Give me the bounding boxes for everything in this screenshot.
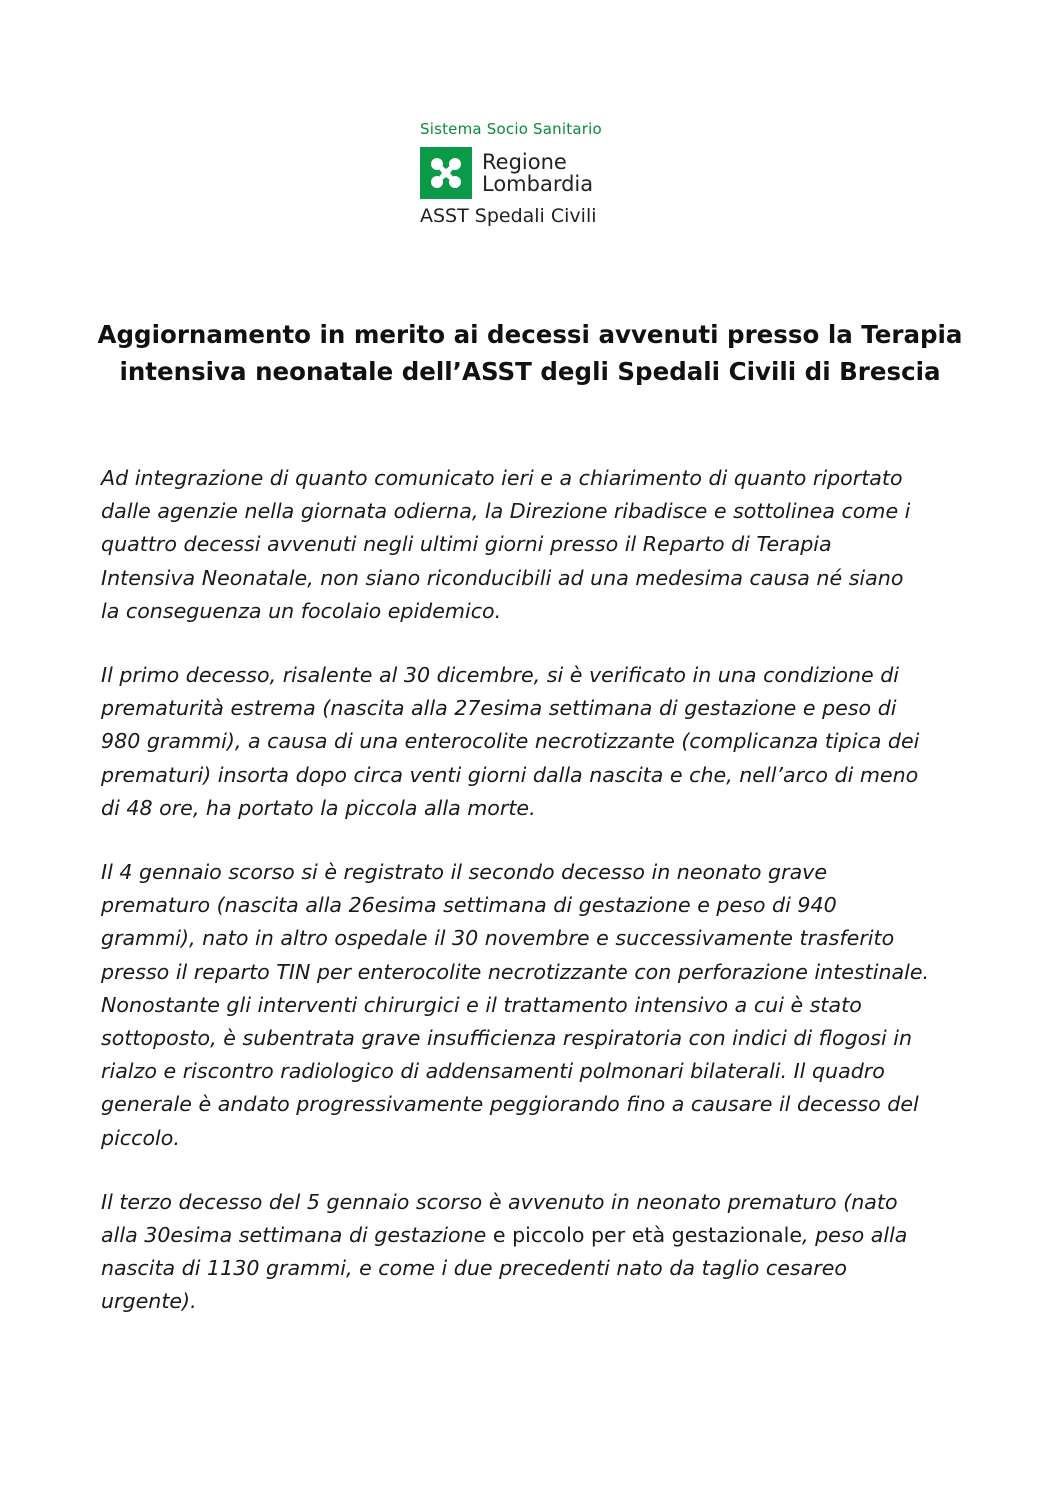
paragraph-line: Il primo decesso, risalente al 30 dicembre, si è verificato in una condizione di — [101, 663, 900, 688]
paragraph-line: rialzo e riscontro radiologico di addensamenti polmonari bilaterali. Il quadro — [101, 1059, 885, 1084]
paragraph-4 — [101, 1186, 971, 1319]
paragraph-line: sottoposto, è subentrata grave insufficienza respiratoria con indici di flogosi in — [101, 1026, 913, 1051]
paragraph-line: dalle agenzie nella giornata odierna, la Direzione ribadisce e sottolinea come i — [101, 499, 911, 524]
paragraph-line: di 48 ore, ha portato la piccola alla morte. — [101, 795, 536, 820]
paragraph-line: generale è andato progressivamente peggiorando fino a causare il decesso del — [101, 1092, 919, 1117]
title-line-2: intensiva neonatale dell’ASST degli Spedali Civili di Brescia — [119, 357, 941, 386]
paragraph-line: prematuri) insorta dopo circa venti giorni dalla nascita e che, nell’arco di meno — [101, 762, 919, 787]
logo-region-line2: Lombardia — [482, 172, 594, 196]
logo-row — [420, 147, 660, 199]
line-segment: alla 30esima settimana di gestazione — [101, 1223, 487, 1248]
paragraph-1 — [101, 462, 971, 628]
paragraph-line: grammi), nato in altro ospedale il 30 novembre e successivamente trasferito — [101, 926, 895, 951]
logo-region-line1: Regione — [482, 150, 567, 174]
line-segment: , peso alla — [802, 1223, 908, 1248]
paragraph-line: Intensiva Neonatale, non siano riconducibili ad una medesima causa né siano — [101, 565, 904, 590]
paragraph-line: Nonostante gli interventi chirurgici e il trattamento intensivo a cui è stato — [101, 992, 862, 1017]
paragraph-line-mixed — [101, 1219, 971, 1252]
paragraph-line: quattro decessi avvenuti negli ultimi giorni presso il Reparto di Terapia — [101, 532, 832, 557]
paragraph-line: nascita di 1130 grammi, e come i due precedenti nato da taglio cesareo — [101, 1256, 848, 1281]
paragraph-line: Il 4 gennaio scorso si è registrato il secondo decesso in neonato grave — [101, 860, 828, 885]
paragraph-line: piccolo. — [101, 1125, 180, 1150]
paragraph-line: Il terzo decesso del 5 gennaio scorso è avvenuto in neonato prematuro (nato — [101, 1189, 898, 1214]
paragraph-line: Ad integrazione di quanto comunicato ieri e a chiarimento di quanto riportato — [101, 466, 903, 490]
paragraph-line: presso il reparto TIN per enterocolite necrotizzante con perforazione intestinale. — [101, 959, 930, 984]
line-segment-upright: e — [486, 1223, 506, 1248]
line-segment-upright: piccolo per età gestazionale — [505, 1223, 803, 1248]
paragraph-2 — [101, 659, 971, 825]
paragraph-3 — [101, 856, 971, 1155]
paragraph-line: la conseguenza un focolaio epidemico. — [101, 598, 502, 623]
paragraph-line: 980 grammi), a causa di una enterocolite necrotizzante (complicanza tipica dei — [101, 729, 920, 754]
paragraph-line: prematuro (nascita alla 26esima settimana di gestazione e peso di 940 — [101, 893, 837, 918]
logo-region-names — [482, 151, 593, 195]
logo-asst-label: ASST Spedali Civili — [420, 205, 597, 227]
paragraph-line: prematurità estrema (nascita alla 27esima settimana di gestazione e peso di — [101, 696, 897, 721]
regione-lombardia-cross-icon — [420, 147, 472, 199]
paragraph-line: urgente). — [101, 1289, 197, 1314]
title-line-1: Aggiornamento in merito ai decessi avvenuti presso la Terapia — [97, 320, 963, 349]
logo-system-label: Sistema Socio Sanitario — [420, 120, 602, 138]
institution-logo — [420, 120, 660, 227]
document-title — [90, 316, 970, 390]
document-body — [101, 462, 971, 1350]
